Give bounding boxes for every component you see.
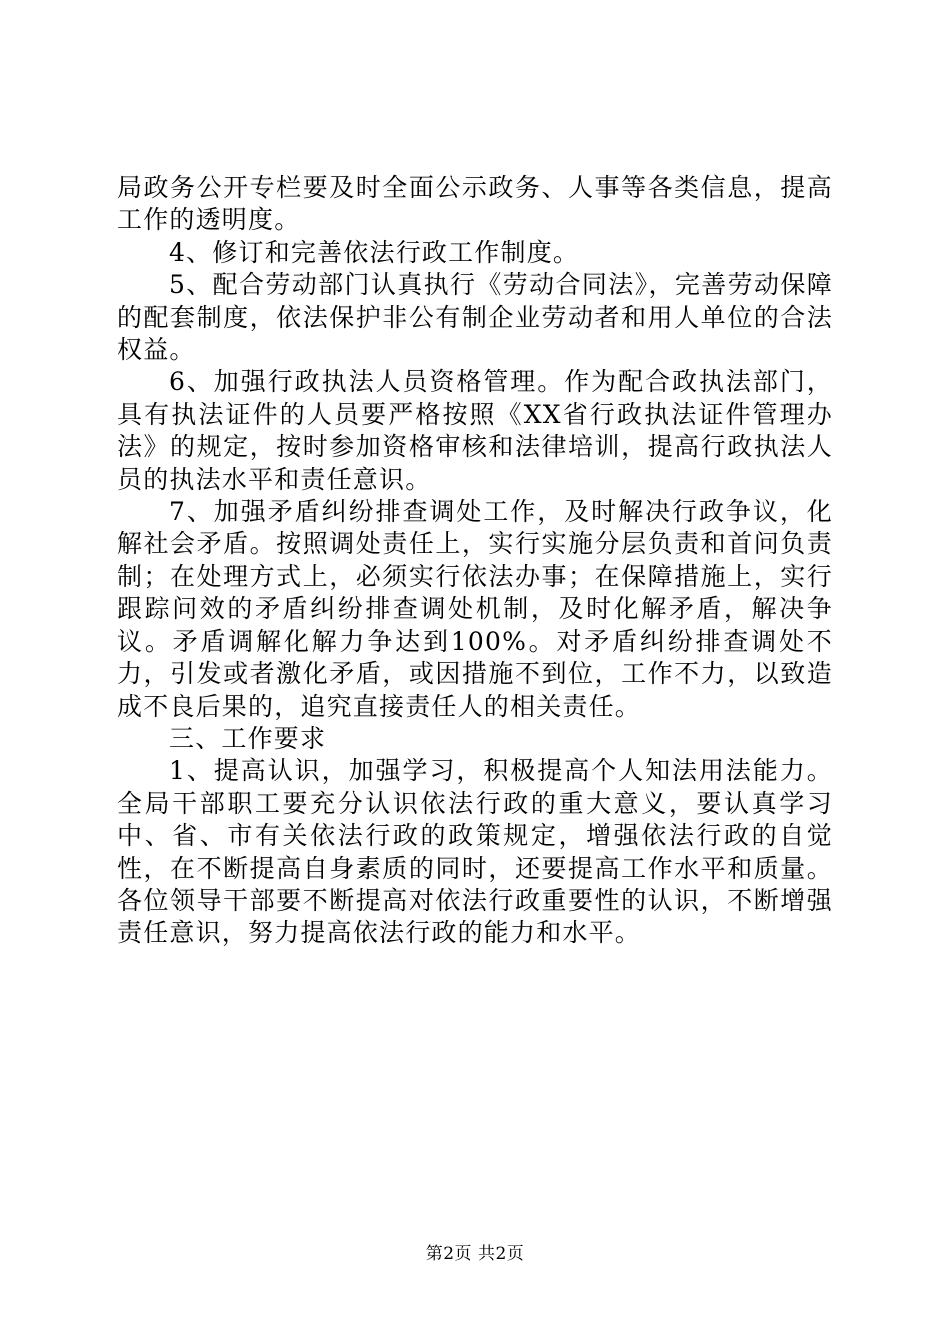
paragraph-item-6: 6、加强行政执法人员资格管理。作为配合政执法部门，具有执法证件的人员要严格按照《XX省行政执法证件管理办法》的规定，按时参加资格审核和法律培训，提高行政执法人员的执法水平和责任意识。 (117, 367, 833, 494)
page-number-footer: 第2页 共2页 (425, 1244, 525, 1264)
paragraph-item-7: 7、加强矛盾纠纷排查调处工作，及时解决行政争议，化解社会矛盾。按照调处责任上，实行实施分层负责和首问负责制；在处理方式上，必须实行依法办事；在保障措施上，实行跟踪问效的矛盾纠纷排查调处机制，及时化解矛盾，解决争议。矛盾调解化解力争达到100%。对矛盾纠纷排查调处不力，引发或者激化矛盾，或因措施不到位，工作不力，以致造成不良后果的，追究直接责任人的相关责任。 (117, 497, 833, 721)
document-body (117, 172, 833, 950)
paragraph-continuation: 局政务公开专栏要及时全面公示政务、人事等各类信息，提高工作的透明度。 (117, 173, 833, 235)
paragraph-requirement-1: 1、提高认识，加强学习，积极提高个人知法用法能力。全局干部职工要充分认识依法行政的重大意义，要认真学习中、省、市有关依法行政的政策规定，增强依法行政的自觉性，在不断提高自身素质的同时，还要提高工作水平和质量。各位领导干部要不断提高对依法行政重要性的认识，不断增强责任意识，努力提高依法行政的能力和水平。 (117, 756, 833, 948)
paragraph-item-4: 4、修订和完善依法行政工作制度。 (169, 237, 580, 267)
section-heading-work-requirements: 三、工作要求 (169, 723, 327, 753)
paragraph-item-5: 5、配合劳动部门认真执行《劳动合同法》，完善劳动保障的配套制度，依法保护非公有制企业劳动者和用人单位的合法权益。 (117, 270, 833, 365)
